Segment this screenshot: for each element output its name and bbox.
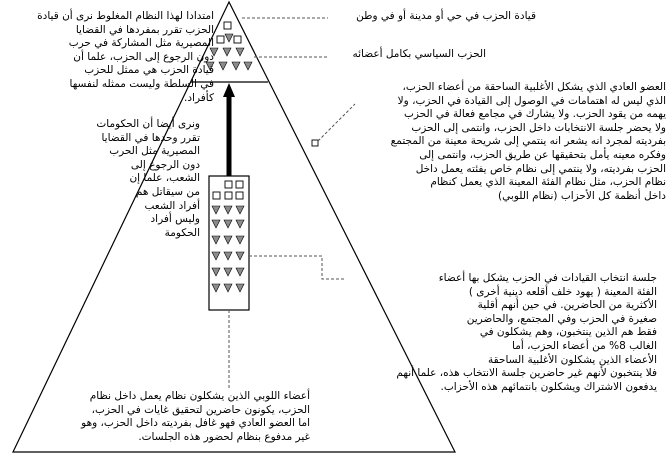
label-leadership: قيادة الحزب في حي أو مدينة أو في وطن (356, 10, 536, 22)
label-election-session: جلسة انتخاب القيادات في الحزب يشكل بها أعضاء الفئة المعينة ( يهود خلف أقلعه دينية أخرى ) الأكثرية من الحاضرين. في حين أنهم أقلية صغيرة في الحزب وفي المجتمع، والحاضرين فقط هم الذين ينتخبون، وهم يشكلون في الغالب 8% من أعضاء الحزب، أما الأعضاء الذين يشكلون الأغلبية الساحقة فلا ينتخبون لأنهم غير حاضرين جلسة الانتخاب هذه، علما أنهم يدفعون الاشتراك ويشكلون بانتمائهم هذه الأحزاب. (396, 272, 657, 393)
label-lobby-members: أعضاء اللوبي الذين يشكلون نظام يعمل داخل نظام الحزب، يكونون حاضرين لتحقيق غايات في الحزب، اما العضو العادي فهو غافل بفرديته داخل الحزب، وهو غير مدفوع بنظام لحضور هذه الجلسات. (81, 390, 310, 443)
square-icon (217, 36, 224, 43)
label-ordinary-member: العضو العادي الذي يشكل الأغلبية الساحقة من أعضاء الحزب، الذي ليس له اهتمامات في الوصول إلى القيادة في الحزب، ولا يهمه من يقود الحزب. ولا يشارك في مجامع فعالة في الحزب ولا يحضر جلسة الانتخابات داخل الحزب، وانتمى إلى الحزب بفرديته لمجرد انه يشعر انه ينتمي إلى شريحة معينة من المجتمع وفكره معينه يأمل بتحقيقها عن طريق الحزب، وانتمى إلى الحزب بفرديته، ولا ينتمي إلى نظام خاص يفئته يعمل داخل نظام الحزب، مثل نظام الفئة المعينة الذي يعمل كنظام داخل أنظمة كل الأحزاب (نظام اللوبي) (390, 81, 666, 202)
square-icon (225, 192, 232, 199)
square-icon (234, 36, 241, 43)
square-icon (213, 192, 220, 199)
square-icon (225, 181, 232, 188)
square-icon (224, 22, 231, 29)
label-flawed-system: امتدادا لهذا النظام المغلوط نرى أن قيادة الحزب تقرر بمفردها في القضايا المصيرية مثل المشاركة في حرب دون الرجوع إلى الحزب، علما أن قيادة الحزب هي ممثل للحزب في السلطة وليست ممثله لنفسها كأفراد. (37, 10, 214, 104)
label-party-members: الحزب السياسي بكامل أعضائه (352, 48, 486, 60)
square-icon (236, 181, 243, 188)
lobby-box (209, 176, 249, 310)
label-governments-decide: ونرى أيضا أن الحكومات تقرر وحدها في القضايا المصيرية مثل الحرب دون الرجوع إلى الشعب، علما إن من سيقاتل هم أفراد الشعب وليس أفراد الحكومة (96, 118, 200, 239)
square-icon (236, 192, 243, 199)
